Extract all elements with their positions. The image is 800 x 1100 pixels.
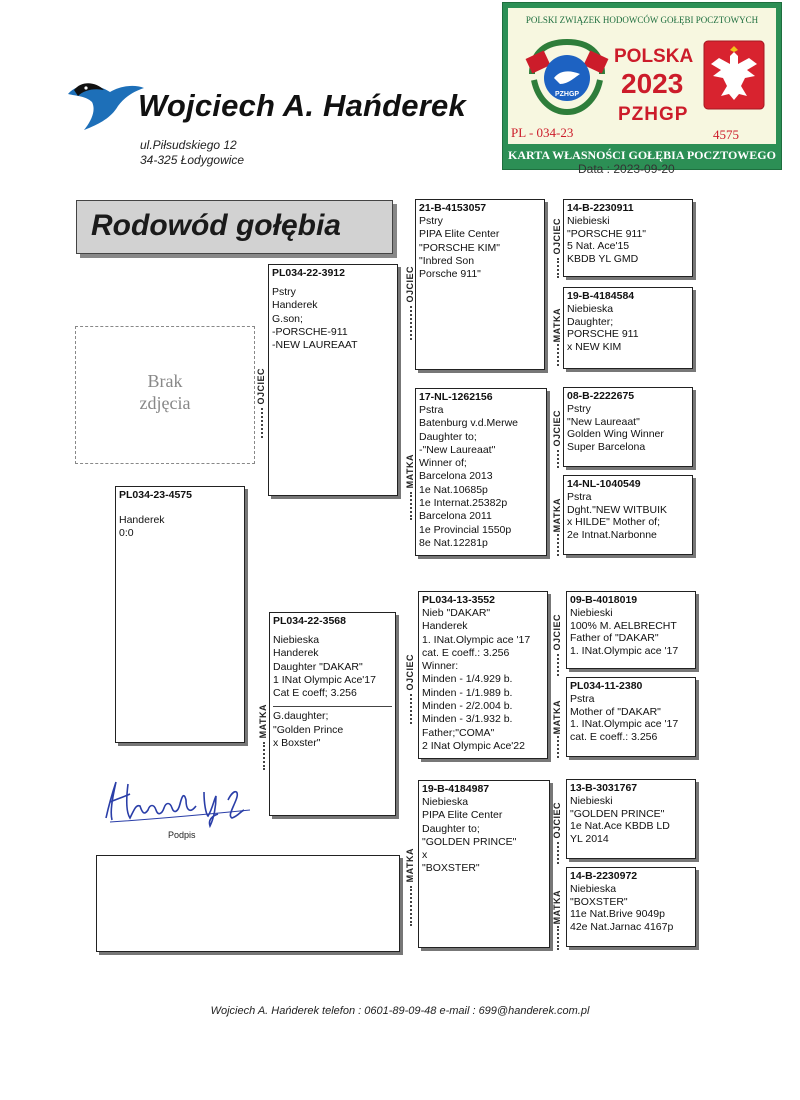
gp-dd-line: "BOXSTER" xyxy=(422,862,480,875)
gp-dd-line: x xyxy=(422,849,428,862)
gp-sd-line: 1e Internat.25382p xyxy=(419,497,508,510)
gp-ds-line: 1. INat.Olympic ace '17 xyxy=(422,633,531,646)
card-panel xyxy=(508,8,776,144)
gp-ds-connector xyxy=(410,694,412,724)
ggp-1-label: MATKA xyxy=(552,308,562,343)
dam-line: Handerek xyxy=(273,647,319,660)
gp-ds-line: Father;"COMA" xyxy=(422,726,495,739)
ggp-line: Pstra xyxy=(570,693,595,705)
gp-ds-line: 2 INat Olympic Ace'22 xyxy=(422,739,525,752)
gp-ss-line: Pstry xyxy=(419,215,443,227)
granddam-maternal-box xyxy=(418,780,550,948)
card-number: 4575 xyxy=(713,127,739,142)
gp-ss-label: OJCIEC xyxy=(405,266,415,303)
ggp-ring: 14-NL-1040549 xyxy=(567,478,641,490)
gp-sd-line: Barcelona 2013 xyxy=(419,470,493,483)
ggp-line: Mother of "DAKAR" xyxy=(570,705,661,718)
dam-line: Cat E coeff; 3.256 xyxy=(273,687,357,700)
gp-sd-label: MATKA xyxy=(405,454,415,489)
photo-placeholder xyxy=(75,326,255,464)
dam-line: G.daughter; xyxy=(273,710,329,723)
ggp-7-connector xyxy=(557,926,559,950)
ggp-4-label: OJCIEC xyxy=(552,614,562,651)
card-title: POLSKI ZWIĄZEK HODOWCÓW GOŁĘBI POCZTOWYCH xyxy=(525,15,759,25)
dam-ring: PL034-22-3568 xyxy=(273,615,346,627)
gp-sd-line: Pstra xyxy=(419,404,444,416)
breeder-logo-icon xyxy=(64,76,148,136)
ggp-line: 2e Intnat.Narbonne xyxy=(567,528,657,541)
sire-label: OJCIEC xyxy=(256,368,266,405)
gp-dd-ring: 19-B-4184987 xyxy=(422,783,490,795)
photo-line-2: zdjęcia xyxy=(139,393,191,413)
gp-ss-ring: 21-B-4153057 xyxy=(419,202,487,214)
ggp-line: YL 2014 xyxy=(570,832,609,845)
dam-line: "Golden Prince xyxy=(273,723,344,736)
ggp-line: Golden Wing Winner xyxy=(567,428,664,441)
ggp-ring: 14-B-2230911 xyxy=(567,202,634,214)
gp-ss-line: "Inbred Son xyxy=(419,254,475,267)
gp-dd-line: Niebieska xyxy=(422,796,469,808)
sire-line: -NEW LAUREAAT xyxy=(272,339,358,352)
gp-ds-line: Minden - 2/2.004 b. xyxy=(422,700,513,713)
ggp-line: "GOLDEN PRINCE" xyxy=(570,807,665,820)
grandsire-paternal-box xyxy=(415,199,545,370)
ggp-line: 11e Nat.Brive 9049p xyxy=(570,908,665,921)
gp-sd-line: -"New Laureaat" xyxy=(419,443,496,456)
dam-line: Niebieska xyxy=(273,634,320,646)
gp-dd-line: PIPA Elite Center xyxy=(422,809,503,822)
ggp-line: Niebieski xyxy=(567,215,610,227)
ggp-line: Super Barcelona xyxy=(567,440,646,453)
sire-line: Pstry xyxy=(272,286,296,298)
gp-ds-label: OJCIEC xyxy=(405,654,415,691)
notes-box xyxy=(96,855,400,952)
gp-ds-line: Minden - 1/4.929 b. xyxy=(422,673,513,686)
gp-dd-label: MATKA xyxy=(405,848,415,883)
gp-sd-line: Batenburg v.d.Merwe xyxy=(419,417,519,430)
ggp-2-label: OJCIEC xyxy=(552,410,562,447)
ggp-line: Niebieska xyxy=(567,303,614,315)
ggp-line: cat. E coeff.: 3.256 xyxy=(570,730,658,743)
ggp-line: Pstry xyxy=(567,403,591,415)
ggp-line: "PORSCHE 911" xyxy=(567,227,647,240)
ggp-box-0 xyxy=(563,199,693,277)
dam-line: x Boxster" xyxy=(273,737,321,750)
sire-box xyxy=(268,264,398,496)
ggp-7-label: MATKA xyxy=(552,890,562,925)
footer-contact: Wojciech A. Hańderek telefon : 0601-89-09-48 e-mail : 699@handerek.com.pl xyxy=(210,1005,590,1017)
gp-ds-line: Winner: xyxy=(422,660,459,673)
subject-line: Handerek xyxy=(119,514,165,526)
ggp-line: 1e Nat.Ace KBDB LD xyxy=(570,820,670,833)
ggp-ring: PL034-11-2380 xyxy=(570,680,643,692)
dam-connector xyxy=(263,742,265,770)
gp-sd-line: Daughter to; xyxy=(419,430,477,443)
dam-line: 1 INat Olympic Ace'17 xyxy=(273,673,376,686)
gp-sd-connector xyxy=(410,492,412,520)
ggp-line: x NEW KIM xyxy=(567,340,622,353)
ggp-2-connector xyxy=(557,450,559,468)
ggp-ring: 08-B-2222675 xyxy=(567,390,635,402)
ggp-line: Dght."NEW WITBUIK xyxy=(567,503,667,516)
dam-divider xyxy=(273,706,392,707)
ggp-3-connector xyxy=(557,534,559,556)
ggp-5-label: MATKA xyxy=(552,700,562,735)
ggp-line: Niebieska xyxy=(570,883,617,895)
card-year: 2023 xyxy=(621,68,684,99)
ggp-line: 1. INat.Olympic ace '17 xyxy=(570,718,679,731)
gp-ss-connector xyxy=(410,306,412,340)
ggp-3-label: MATKA xyxy=(552,498,562,533)
ggp-6-connector xyxy=(557,842,559,864)
gp-ds-line: cat. E coeff.: 3.256 xyxy=(422,646,510,659)
gp-sd-line: 1e Provincial 1550p xyxy=(419,523,512,536)
ggp-ring: 19-B-4184584 xyxy=(567,290,635,302)
gp-dd-connector xyxy=(410,886,412,926)
photo-placeholder-text xyxy=(76,370,254,414)
page-title: Rodowód gołębia xyxy=(91,209,341,242)
handwritten-signature-icon xyxy=(100,770,260,832)
ggp-ring: 13-B-3031767 xyxy=(570,782,638,794)
ggp-line: "BOXSTER" xyxy=(570,895,628,908)
sire-line: Handerek xyxy=(272,299,318,312)
ggp-box-4 xyxy=(566,591,696,669)
ggp-line: 1. INat.Olympic ace '17 xyxy=(570,644,679,657)
ggp-box-7 xyxy=(566,867,696,947)
subject-pigeon-box xyxy=(115,486,245,743)
ggp-line: PORSCHE 911 xyxy=(567,328,639,341)
signature-label: Podpis xyxy=(168,830,196,840)
sire-line: G.son; xyxy=(272,312,303,325)
ggp-0-label: OJCIEC xyxy=(552,218,562,255)
ggp-line: 5 Nat. Ace'15 xyxy=(567,240,630,253)
ggp-line: Niebieski xyxy=(570,795,613,807)
ggp-line: "New Laureaat" xyxy=(567,415,640,428)
dam-line: Daughter "DAKAR" xyxy=(273,660,363,673)
emblem-label: PZHGP xyxy=(554,91,580,98)
ggp-line: Father of "DAKAR" xyxy=(570,632,659,645)
gp-sd-line: Winner of; xyxy=(419,457,467,470)
ggp-line: KBDB YL GMD xyxy=(567,252,639,265)
grandsire-maternal-box xyxy=(418,591,548,759)
address-city: 34-325 Łodygowice xyxy=(140,153,245,167)
photo-line-1: Brak xyxy=(147,371,183,391)
gp-ss-line: "PORSCHE KIM" xyxy=(419,241,500,254)
gp-ds-line: Handerek xyxy=(422,620,468,633)
breeder-name: Wojciech A. Hańderek xyxy=(138,88,466,123)
gp-sd-line: Barcelona 2011 xyxy=(419,510,492,523)
ggp-box-6 xyxy=(566,779,696,859)
granddam-paternal-box xyxy=(415,388,547,556)
ggp-box-2 xyxy=(563,387,693,467)
card-org: PZHGP xyxy=(618,104,689,125)
ggp-line: Pstra xyxy=(567,491,592,503)
ggp-5-connector xyxy=(557,736,559,758)
card-footer: KARTA WŁASNOŚCI GOŁĘBIA POCZTOWEGO xyxy=(508,148,776,162)
ggp-4-connector xyxy=(557,654,559,676)
gp-ds-line: Minden - 1/1.989 b. xyxy=(422,686,513,699)
card-country: POLSKA xyxy=(614,46,694,67)
gp-ds-line: Nieb "DAKAR" xyxy=(422,607,491,619)
gp-ds-line: Minden - 3/1.932 b. xyxy=(422,713,513,726)
ggp-line: Niebieski xyxy=(570,607,613,619)
gp-ss-line: PIPA Elite Center xyxy=(419,228,500,241)
ggp-ring: 14-B-2230972 xyxy=(570,870,638,882)
gp-ss-line: Porsche 911" xyxy=(419,268,481,281)
ggp-line: Daughter; xyxy=(567,315,614,328)
ggp-ring: 09-B-4018019 xyxy=(570,594,638,606)
ownership-card xyxy=(502,2,782,170)
ggp-line: x HILDE" Mother of; xyxy=(567,516,661,529)
ggp-6-label: OJCIEC xyxy=(552,802,562,839)
gp-dd-line: Daughter to; xyxy=(422,822,480,835)
title-box xyxy=(76,200,393,254)
dam-label: MATKA xyxy=(258,704,268,739)
card-ring-number: PL - 034-23 xyxy=(511,125,574,140)
ggp-line: 42e Nat.Jarnac 4167p xyxy=(570,920,674,933)
ggp-box-1 xyxy=(563,287,693,369)
sire-ring: PL034-22-3912 xyxy=(272,267,345,279)
ggp-0-connector xyxy=(557,258,559,278)
date: Data : 2023-09-20 xyxy=(578,162,675,176)
subject-line: 0:0 xyxy=(119,527,134,540)
polish-eagle-icon xyxy=(703,40,765,110)
pzhgp-emblem-icon xyxy=(524,34,610,118)
gp-sd-line: 8e Nat.12281p xyxy=(419,536,488,549)
ggp-box-3 xyxy=(563,475,693,555)
ggp-line: 100% M. AELBRECHT xyxy=(570,619,677,632)
gp-sd-ring: 17-NL-1262156 xyxy=(419,391,493,403)
dam-box xyxy=(269,612,396,816)
gp-dd-line: "GOLDEN PRINCE" xyxy=(422,835,517,848)
ggp-1-connector xyxy=(557,344,559,366)
address-street: ul.Piłsudskiego 12 xyxy=(140,138,237,152)
sire-connector xyxy=(261,408,263,438)
subject-ring: PL034-23-4575 xyxy=(119,489,192,501)
gp-ds-ring: PL034-13-3552 xyxy=(422,594,495,606)
gp-sd-line: 1e Nat.10685p xyxy=(419,483,488,496)
sire-line: -PORSCHE-911 xyxy=(272,325,348,338)
ggp-box-5 xyxy=(566,677,696,757)
